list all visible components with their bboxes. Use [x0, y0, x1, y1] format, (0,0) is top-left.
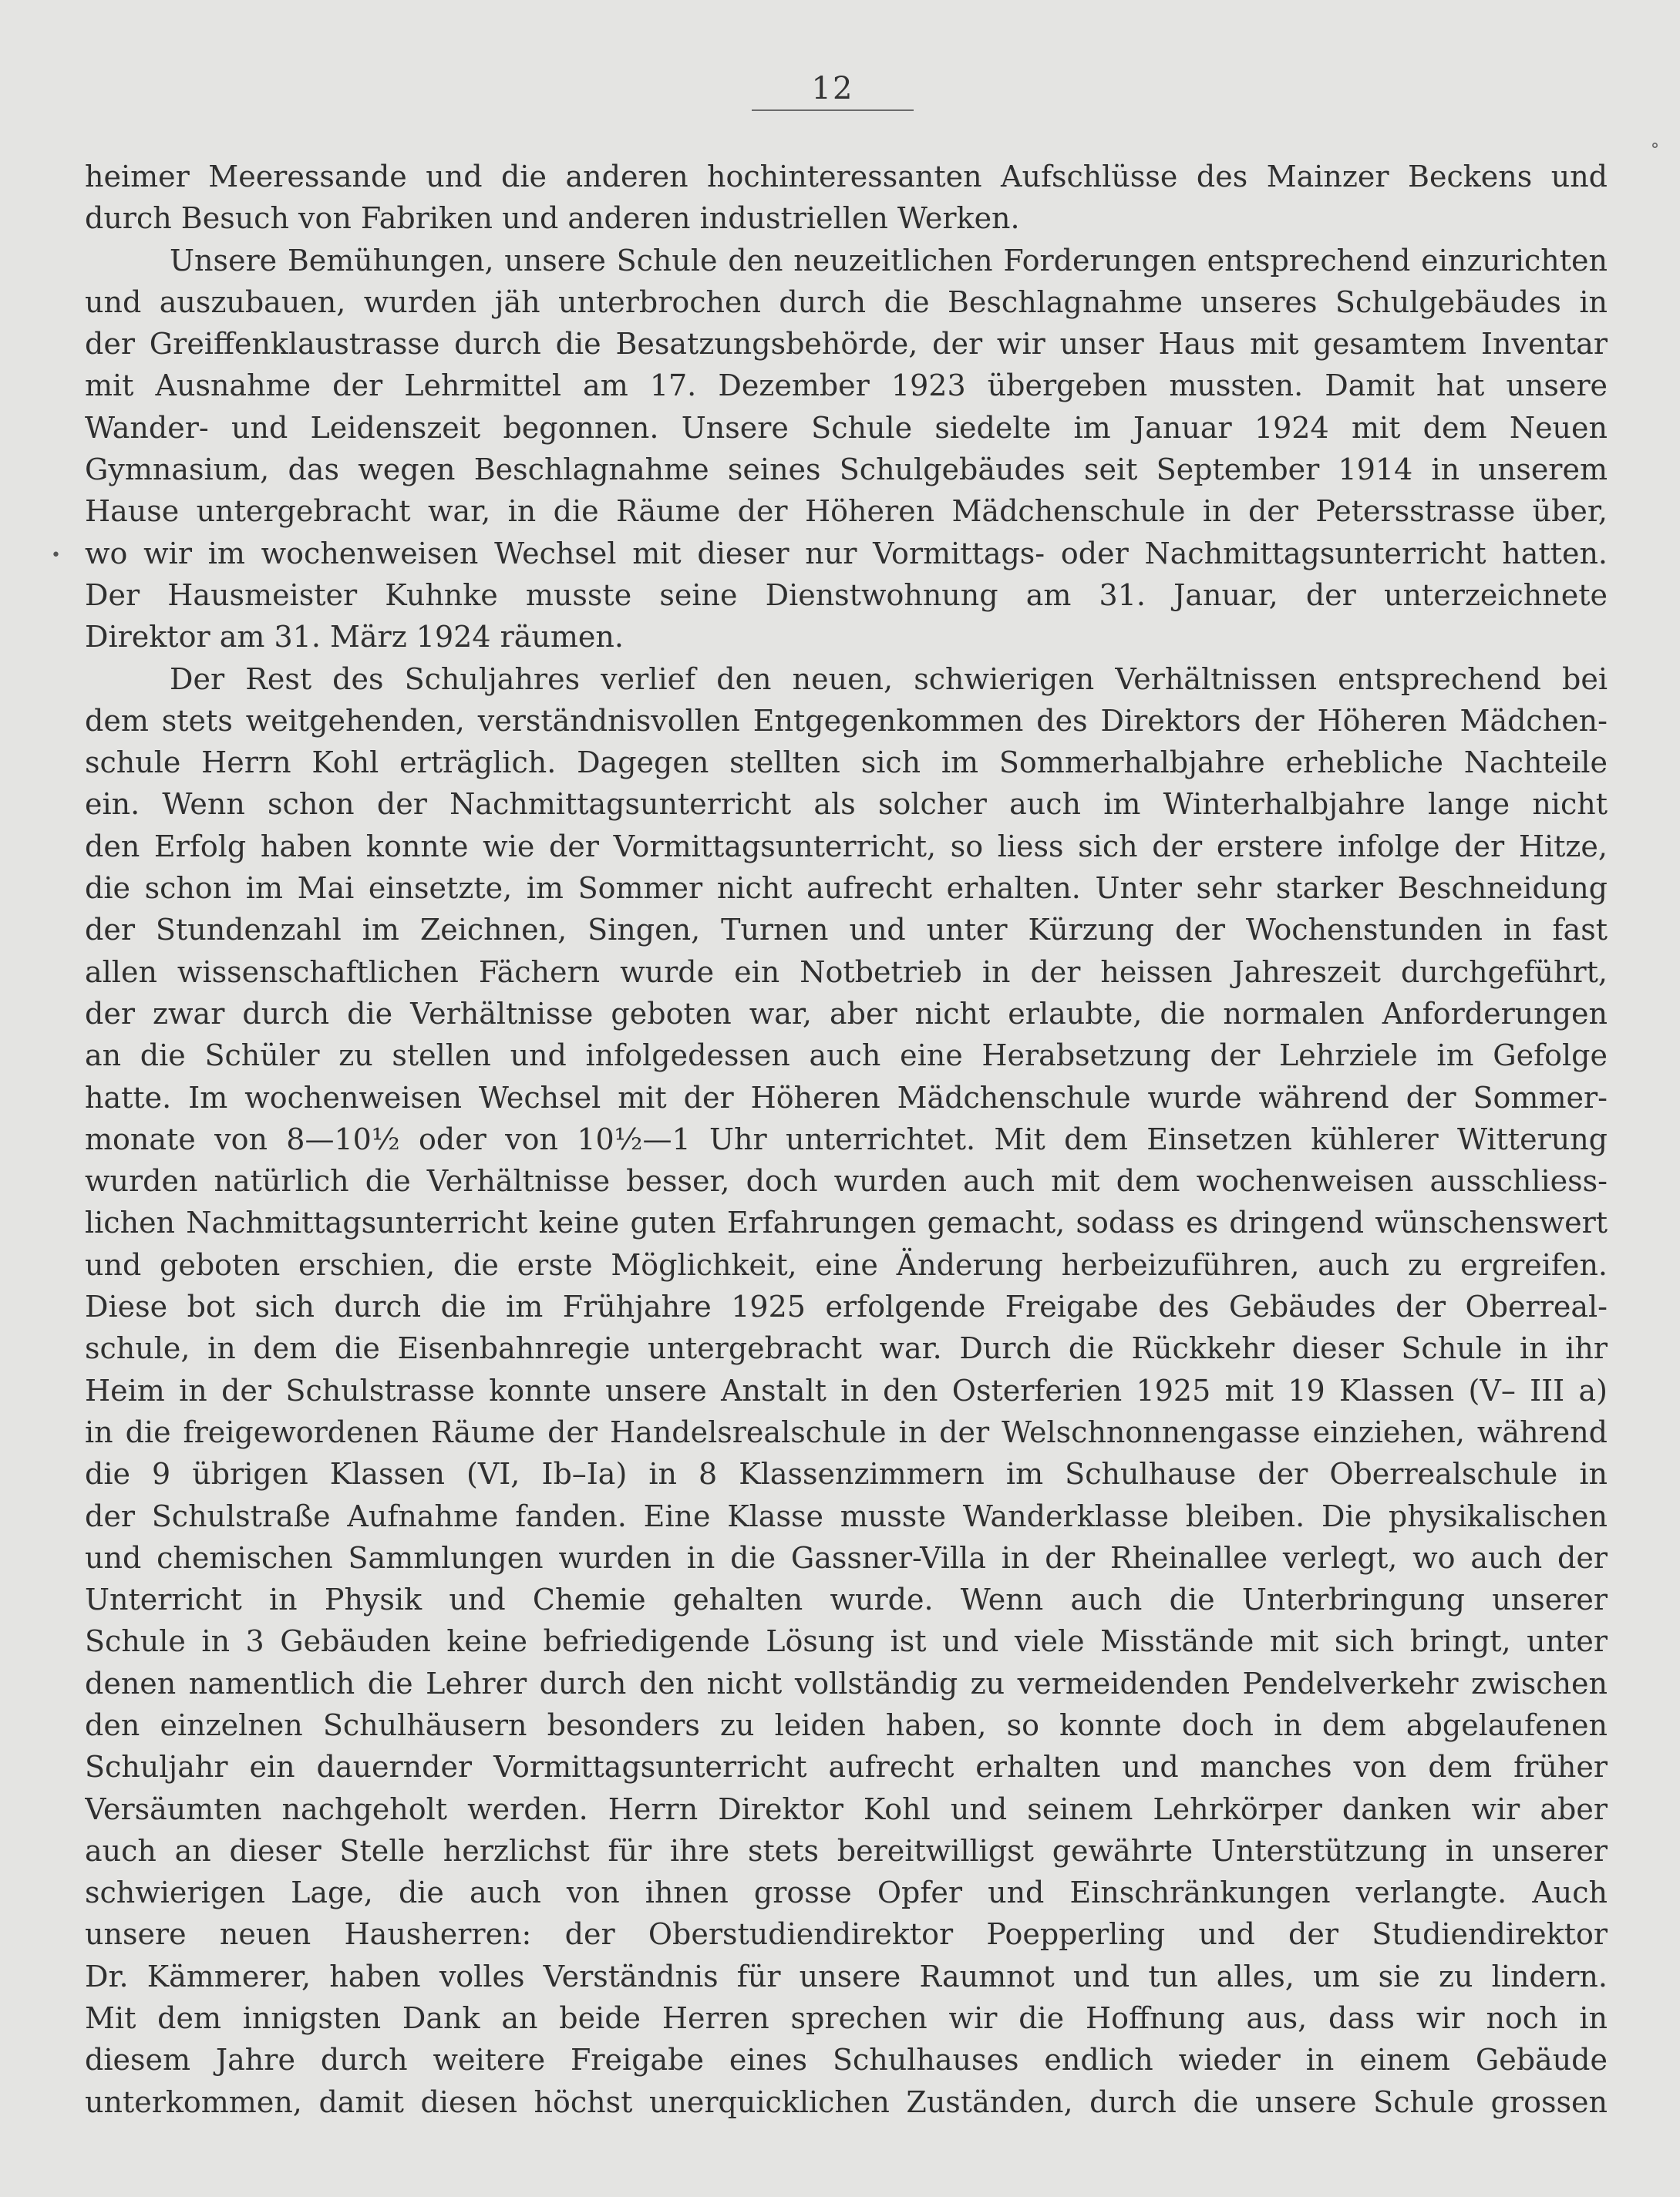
margin-dot: • [51, 546, 61, 565]
text-line: lichen Nachmittagsunterricht keine guten Erfahrungen gemacht, sodass es dringend wünschenswert [85, 1206, 1608, 1240]
text-line: schwierigen Lage, die auch von ihnen grosse Opfer und Einschränkungen verlangte. Auch [85, 1876, 1608, 1910]
text-line: Heim in der Schulstrasse konnte unsere Anstalt in den Osterferien 1925 mit 19 Klassen (V– III a) [85, 1373, 1608, 1408]
text-line: denen namentlich die Lehrer durch den nicht vollständig zu vermeidenden Pendelverkehr zwischen [85, 1666, 1608, 1701]
text-line: die schon im Mai einsetzte, im Sommer nicht aufrecht erhalten. Unter sehr starker Beschneidung [85, 871, 1608, 906]
text-line: Dr. Kämmerer, haben volles Verständnis für unsere Raumnot und tun alles, um sie zu lindern. [85, 1959, 1608, 1993]
text-line: und auszubauen, wurden jäh unterbrochen durch die Beschlagnahme unseres Schulgebäudes in [85, 284, 1608, 319]
text-line: an die Schüler zu stellen und infolgedessen auch eine Herabsetzung der Lehrziele im Gefolge [85, 1038, 1608, 1073]
text-line: Hause untergebracht war, in die Räume der Höheren Mädchenschule in der Petersstrasse über, [85, 494, 1608, 529]
text-line: den einzelnen Schulhäusern besonders zu leiden haben, so konnte doch in dem abgelaufenen [85, 1707, 1608, 1742]
text-line: wo wir im wochenweisen Wechsel mit dieser nur Vormittags- oder Nachmittagsunterricht hatten. [85, 536, 1608, 570]
text-line: Schuljahr ein dauernder Vormittagsunterricht aufrecht erhalten und manches von dem früher [85, 1750, 1608, 1785]
text-line: Schule in 3 Gebäuden keine befriedigende Lösung ist und viele Misstände mit sich bringt, unter [85, 1624, 1608, 1659]
text-line: und geboten erschien, die erste Möglichkeit, eine Änderung herbeizuführen, auch zu ergreifen. [85, 1247, 1608, 1282]
text-line: den Erfolg haben konnte wie der Vormittagsunterricht, so liess sich der erstere infolge der Hitze, [85, 829, 1608, 863]
text-line: schule Herrn Kohl erträglich. Dagegen stellten sich im Sommerhalbjahre erhebliche Nachteile [85, 745, 1608, 780]
text-line: der zwar durch die Verhältnisse geboten war, aber nicht erlaubte, die normalen Anforderungen [85, 996, 1608, 1031]
text-line: Der Hausmeister Kuhnke musste seine Dienstwohnung am 31. Januar, der unterzeichnete [85, 577, 1608, 612]
paragraph-start-line: Unsere Bemühungen, unsere Schule den neuzeitlichen Forderungen entsprechend einzurichten [170, 243, 1608, 278]
text-line: die 9 übrigen Klassen (VI, Ib–Ia) in 8 Klassenzimmern im Schulhause der Oberrealschule in [85, 1457, 1608, 1492]
body-text [85, 156, 1608, 2123]
text-line: Direktor am 31. März 1924 räumen. [85, 620, 624, 654]
text-line: schule, in dem die Eisenbahnregie untergebracht war. Durch die Rückkehr dieser Schule in ihr [85, 1331, 1608, 1366]
text-line: Mit dem innigsten Dank an beide Herren sprechen wir die Hoffnung aus, dass wir noch in [85, 2001, 1608, 2036]
page-number: 12 [811, 71, 854, 106]
text-line: unsere neuen Hausherren: der Oberstudiendirektor Poepperling und der Studiendirektor [85, 1917, 1608, 1952]
text-line: in die freigewordenen Räume der Handelsrealschule in der Welschnonnengasse einziehen, während [85, 1415, 1608, 1449]
page-number-rule [752, 109, 914, 111]
text-line: auch an dieser Stelle herzlichst für ihre stets bereitwilligst gewährte Unterstützung in unserer [85, 1833, 1608, 1868]
paragraph-start-line: Der Rest des Schuljahres verlief den neuen, schwierigen Verhältnissen entsprechend bei [170, 661, 1608, 696]
text-line: Wander- und Leidenszeit begonnen. Unsere Schule siedelte im Januar 1924 mit dem Neuen [85, 410, 1608, 445]
text-line: mit Ausnahme der Lehrmittel am 17. Dezember 1923 übergeben mussten. Damit hat unsere [85, 368, 1608, 403]
text-line: der Greiffenklaustrasse durch die Besatzungsbehörde, der wir unser Haus mit gesamtem Inventar [85, 327, 1608, 362]
text-line: hatte. Im wochenweisen Wechsel mit der Höheren Mädchenschule wurde während der Sommer- [85, 1080, 1608, 1115]
text-line: unterkommen, damit diesen höchst unerquicklichen Zuständen, durch die unsere Schule grossen [85, 2084, 1608, 2119]
text-line: wurden natürlich die Verhältnisse besser, doch wurden auch mit dem wochenweisen ausschliess- [85, 1164, 1608, 1199]
text-line: monate von 8—10½ oder von 10½—1 Uhr unterrichtet. Mit dem Einsetzen kühlerer Witterung [85, 1122, 1608, 1156]
text-line: Versäumten nachgeholt werden. Herrn Direktor Kohl und seinem Lehrkörper danken wir aber [85, 1792, 1608, 1826]
text-line: dem stets weitgehenden, verständnisvollen Entgegenkommen des Direktors der Höheren Mädchen- [85, 703, 1608, 738]
text-line: allen wissenschaftlichen Fächern wurde ein Notbetrieb in der heissen Jahreszeit durchgeführt, [85, 954, 1608, 989]
text-line: Unterricht in Physik und Chemie gehalten wurde. Wenn auch die Unterbringung unserer [85, 1583, 1608, 1617]
text-line: Gymnasium, das wegen Beschlagnahme seines Schulgebäudes seit September 1914 in unserem [85, 453, 1608, 487]
text-line: durch Besuch von Fabriken und anderen industriellen Werken. [85, 201, 1020, 236]
text-line: ein. Wenn schon der Nachmittagsunterricht als solcher auch im Winterhalbjahre lange nicht [85, 787, 1608, 822]
text-line: und chemischen Sammlungen wurden in die Gassner-Villa in der Rheinallee verlegt, wo auch der [85, 1540, 1608, 1575]
text-line: diesem Jahre durch weitere Freigabe eines Schulhauses endlich wieder in einem Gebäude [85, 2043, 1608, 2078]
text-line: der Schulstraße Aufnahme fanden. Eine Klasse musste Wanderklasse bleiben. Die physikalischen [85, 1499, 1608, 1533]
text-line: der Stundenzahl im Zeichnen, Singen, Turnen und unter Kürzung der Wochenstunden in fast [85, 913, 1608, 947]
margin-mark: ˚ [1650, 143, 1660, 166]
text-line: Diese bot sich durch die im Frühjahre 1925 erfolgende Freigabe des Gebäudes der Oberreal- [85, 1290, 1608, 1324]
text-line: heimer Meeressande und die anderen hochinteressanten Aufschlüsse des Mainzer Beckens und [85, 160, 1608, 193]
